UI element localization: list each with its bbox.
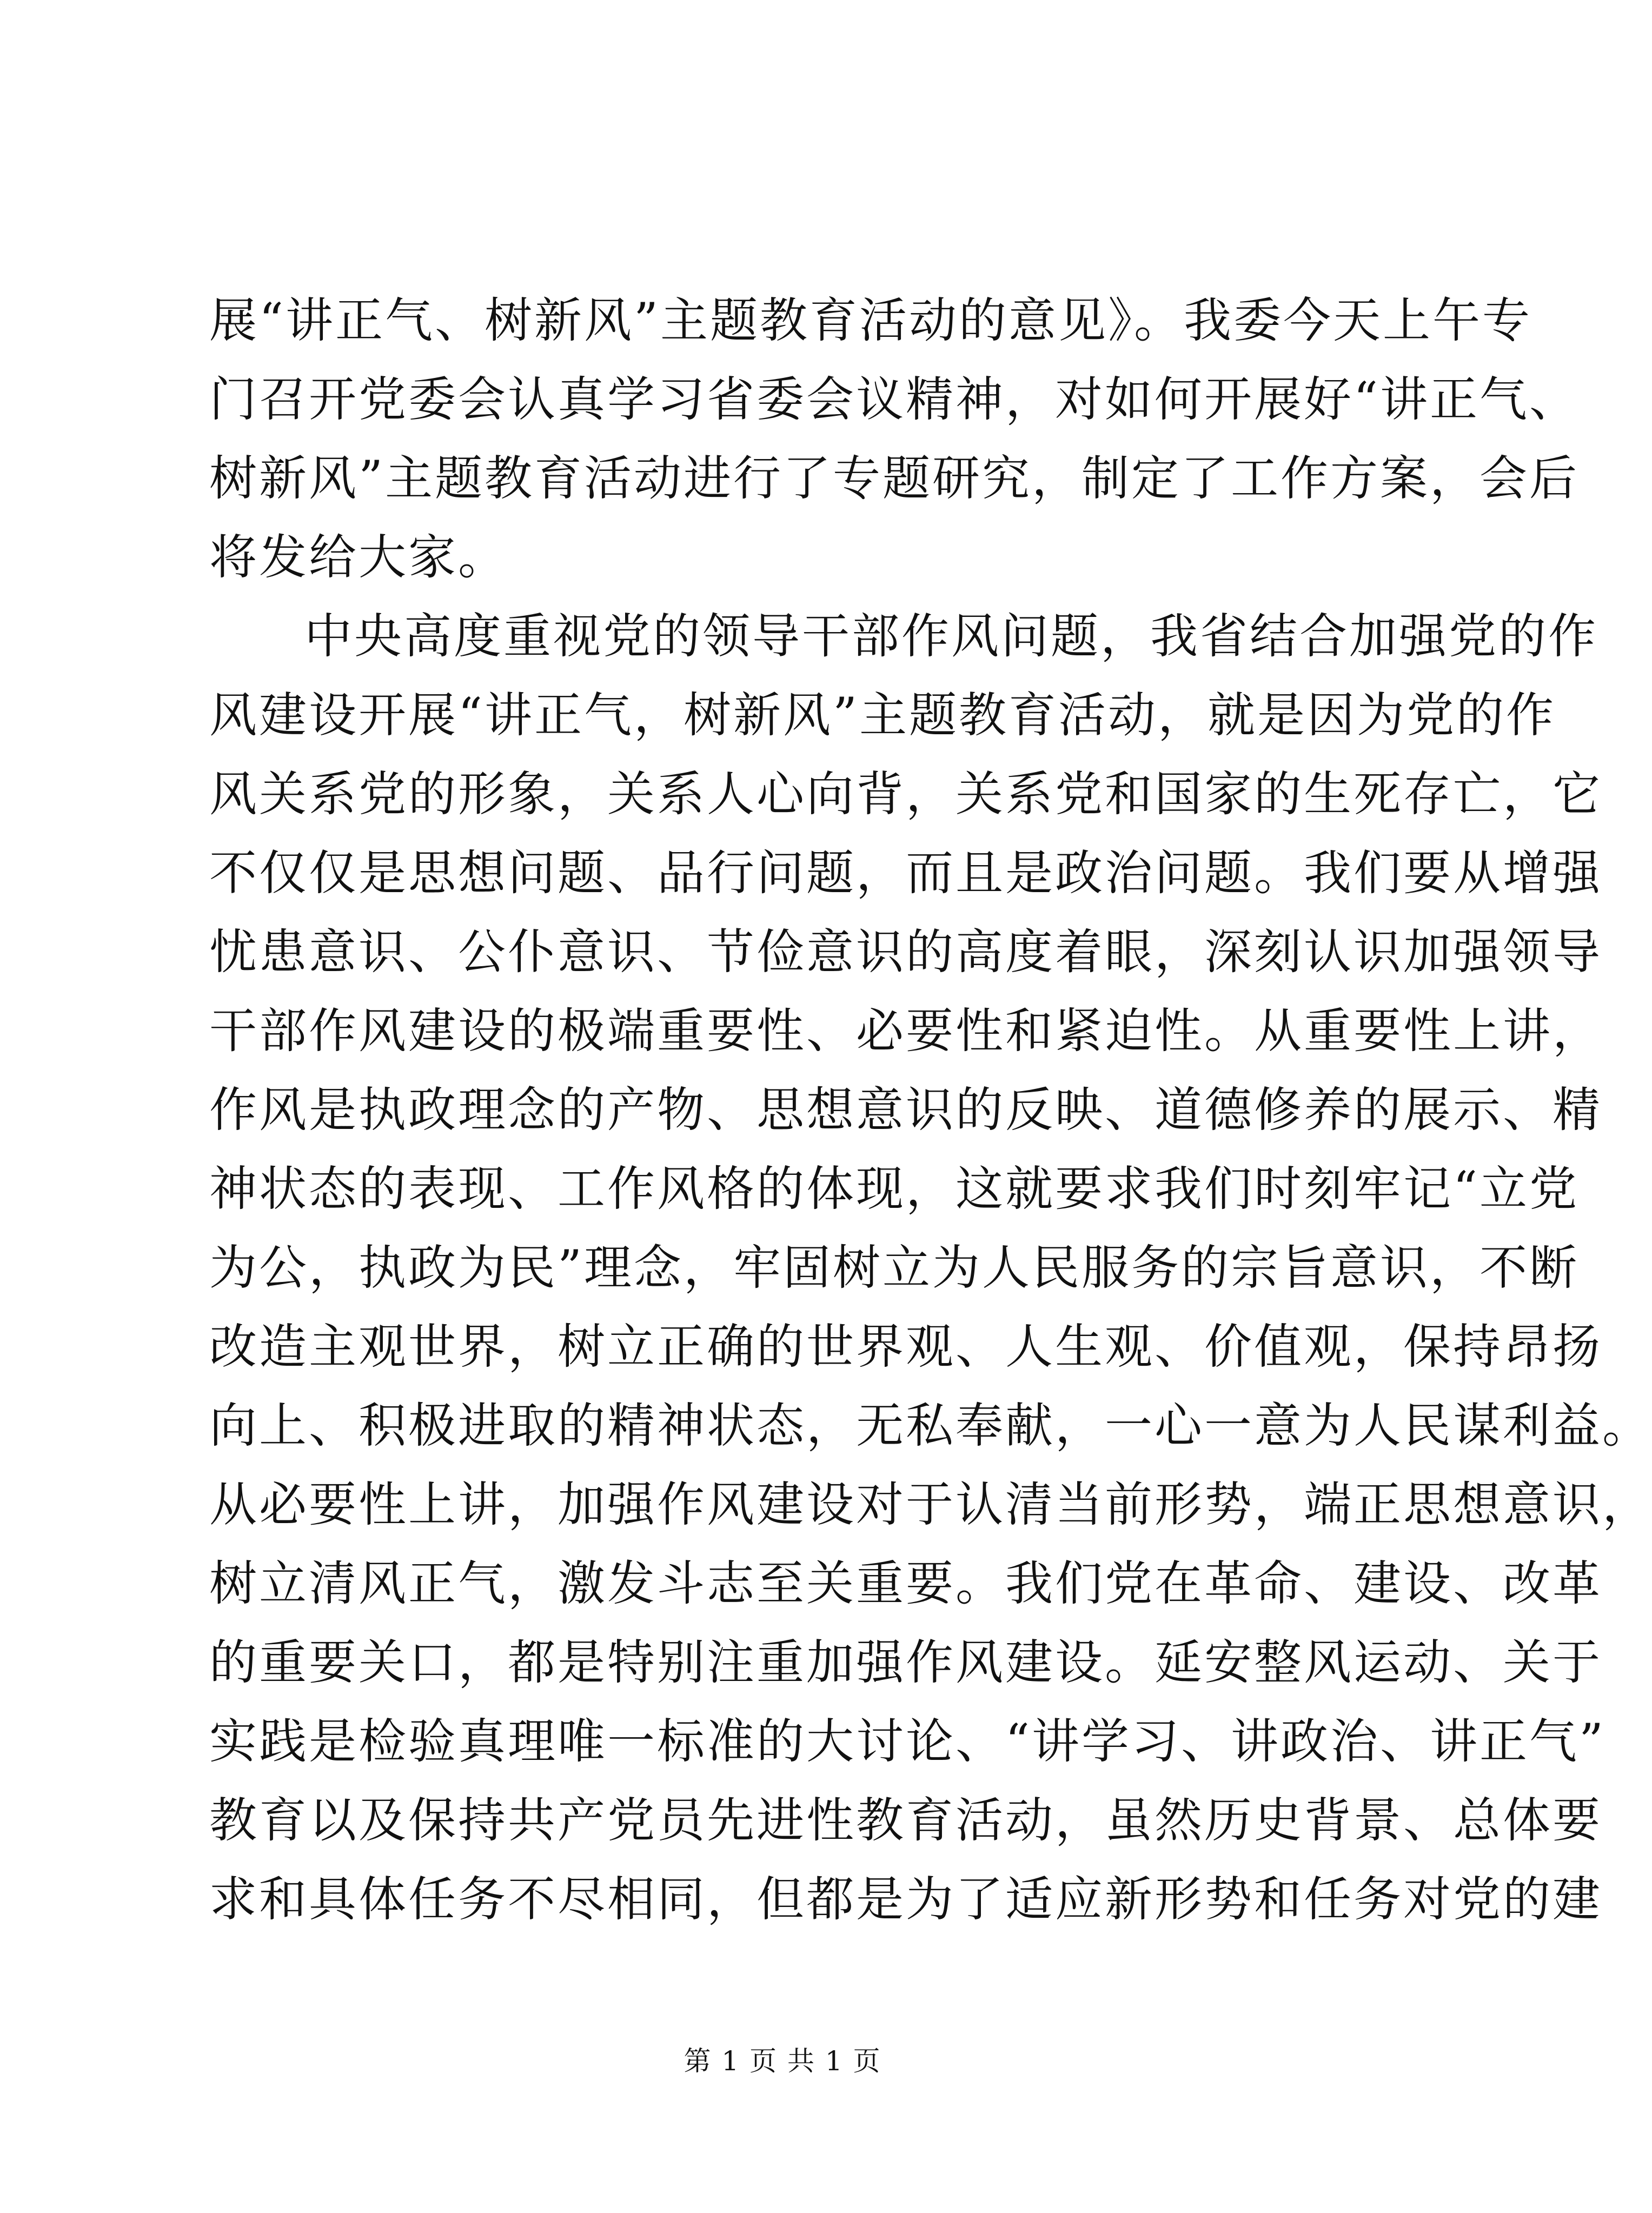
text-line: 作风是执政理念的产物、思想意识的反映、道德修养的展示、精 (209, 1082, 1603, 1138)
page-footer: 第 1 页 共 1 页 (684, 2045, 881, 2077)
text-line: 向上、积极进取的精神状态，无私奉献，一心一意为人民谋利益。 (209, 1398, 1652, 1453)
text-line: 不仅仅是思想问题、品行问题，而且是政治问题。我们要从增强 (209, 845, 1603, 901)
document-body (209, 281, 1652, 1939)
text-line: 门召开党委会认真学习省委会议精神，对如何开展好“讲正气、 (209, 371, 1579, 427)
text-line: 实践是检验真理唯一标准的大讨论、“讲学习、讲政治、讲正气” (209, 1713, 1605, 1769)
text-line: 干部作风建设的极端重要性、必要性和紧迫性。从重要性上讲， (209, 1003, 1603, 1059)
text-line: 忧患意识、公仆意识、节俭意识的高度着眼，深刻认识加强领导 (209, 924, 1603, 980)
text-line: 改造主观世界，树立正确的世界观、人生观、价值观，保持昂扬 (209, 1319, 1603, 1374)
paragraph-first-line: 中央高度重视党的领导干部作风问题，我省结合加强党的作 (304, 608, 1598, 664)
text-line: 风关系党的形象，关系人心向背，关系党和国家的生死存亡，它 (209, 766, 1603, 822)
text-line: 将发给大家。 (209, 529, 508, 585)
text-line: 树立清风正气，激发斗志至关重要。我们党在革命、建设、改革 (209, 1556, 1603, 1611)
text-line: 风建设开展“讲正气，树新风”主题教育活动，就是因为党的作 (209, 687, 1556, 743)
text-line: 展“讲正气、树新风”主题教育活动的意见》。我委今天上午专 (209, 293, 1532, 348)
text-line: 从必要性上讲，加强作风建设对于认清当前形势，端正思想意识， (209, 1477, 1652, 1532)
text-line: 树新风”主题教育活动进行了专题研究，制定了工作方案，会后 (209, 450, 1579, 506)
text-line: 为公，执政为民”理念，牢固树立为人民服务的宗旨意识，不断 (209, 1240, 1579, 1295)
text-line: 求和具体任务不尽相同，但都是为了适应新形势和任务对党的建 (209, 1871, 1603, 1927)
text-line: 的重要关口，都是特别注重加强作风建设。延安整风运动、关于 (209, 1634, 1603, 1690)
text-line: 教育以及保持共产党员先进性教育活动，虽然历史背景、总体要 (209, 1792, 1603, 1848)
text-line: 神状态的表现、工作风格的体现，这就要求我们时刻牢记“立党 (209, 1161, 1579, 1217)
